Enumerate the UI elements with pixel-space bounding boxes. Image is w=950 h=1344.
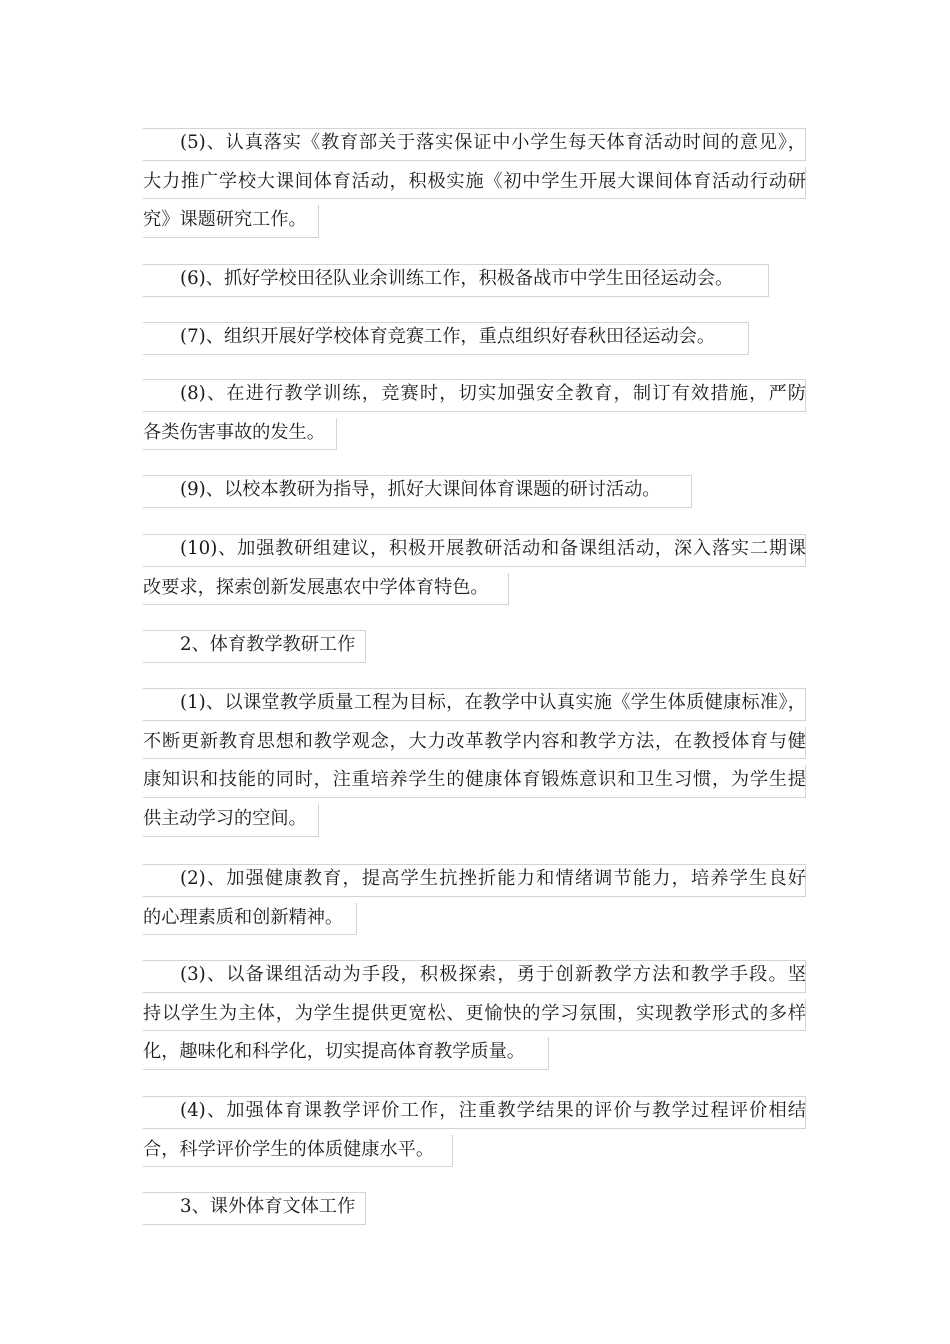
line-text: (5)、认真落实《教育部关于落实保证中小学生每天体育活动时间的意见》， (180, 132, 806, 153)
text-line (143, 163, 806, 202)
paragraph (143, 260, 806, 299)
line-text: (8)、在进行教学训练，竞赛时，切实加强安全教育，制订有效措施，严防 (180, 383, 806, 404)
text-line (143, 124, 806, 163)
paragraph (143, 530, 806, 607)
text-line (143, 201, 806, 240)
line-text: 究》课题研究工作。 (143, 209, 307, 231)
text-line (143, 471, 806, 510)
line-text: 大力推广学校大课间体育活动，积极实施《初中学生开展大课间体育活动行动研 (143, 170, 806, 192)
line-text: 化，趣味化和科学化，切实提高体育教学质量。 (143, 1041, 525, 1063)
paragraph (143, 860, 806, 937)
text-line (143, 1092, 806, 1131)
text-line (143, 260, 806, 299)
line-text: (7)、组织开展好学校体育竞赛工作，重点组织好春秋田径运动会。 (180, 326, 716, 347)
text-line (143, 761, 806, 800)
text-line (143, 1188, 806, 1227)
paragraph (143, 124, 806, 240)
line-text: 康知识和技能的同时，注重培养学生的健康体育锻炼意识和卫生习惯，为学生提 (143, 769, 806, 791)
text-line (143, 1131, 806, 1170)
paragraph (143, 1092, 806, 1169)
line-text: 合，科学评价学生的体质健康水平。 (143, 1138, 435, 1160)
line-text: (9)、以校本教研为指导，抓好大课间体育课题的研讨活动。 (180, 479, 661, 500)
line-text: (6)、抓好学校田径队业余训练工作，积极备战市中学生田径运动会。 (180, 268, 734, 289)
text-line (143, 684, 806, 723)
text-line (143, 414, 806, 453)
text-line (143, 530, 806, 569)
line-text: 不断更新教育思想和教学观念，大力改革教学内容和教学方法，在教授体育与健 (143, 730, 806, 752)
line-text: 各类伤害事故的发生。 (143, 421, 325, 443)
line-text: (3)、以备课组活动为手段，积极探索，勇于创新教学方法和教学手段。坚 (180, 964, 806, 985)
paragraph (143, 956, 806, 1072)
text-line (143, 375, 806, 414)
text-line (143, 800, 806, 839)
line-text: 3、课外体育文体工作 (180, 1196, 356, 1217)
text-line (143, 723, 806, 762)
line-text: 供主动学习的空间。 (143, 808, 307, 830)
text-line (143, 860, 806, 899)
line-text: 持以学生为主体，为学生提供更宽松、更愉快的学习氛围，实现教学形式的多样 (143, 1002, 806, 1024)
line-text: (10)、加强教研组建议，积极开展教研活动和备课组活动，深入落实二期课 (180, 538, 806, 559)
text-line (143, 956, 806, 995)
text-line (143, 569, 806, 608)
paragraph (143, 1188, 806, 1227)
text-line (143, 318, 806, 357)
paragraph (143, 471, 806, 510)
line-text: (4)、加强体育课教学评价工作，注重教学结果的评价与教学过程评价相结 (180, 1100, 806, 1121)
text-line (143, 626, 806, 665)
paragraph (143, 684, 806, 839)
text-line (143, 899, 806, 938)
line-text: (1)、以课堂教学质量工程为目标，在教学中认真实施《学生体质健康标准》， (180, 692, 806, 713)
line-text: 改要求，探索创新发展惠农中学体育特色。 (143, 576, 489, 598)
line-text: (2)、加强健康教育，提高学生抗挫折能力和情绪调节能力，培养学生良好 (180, 868, 806, 889)
paragraph (143, 626, 806, 665)
paragraph (143, 375, 806, 452)
line-text: 的心理素质和创新精神。 (143, 906, 344, 928)
line-text: 2、体育教学教研工作 (180, 634, 356, 655)
paragraph (143, 318, 806, 357)
text-line (143, 1033, 806, 1072)
text-line (143, 995, 806, 1034)
